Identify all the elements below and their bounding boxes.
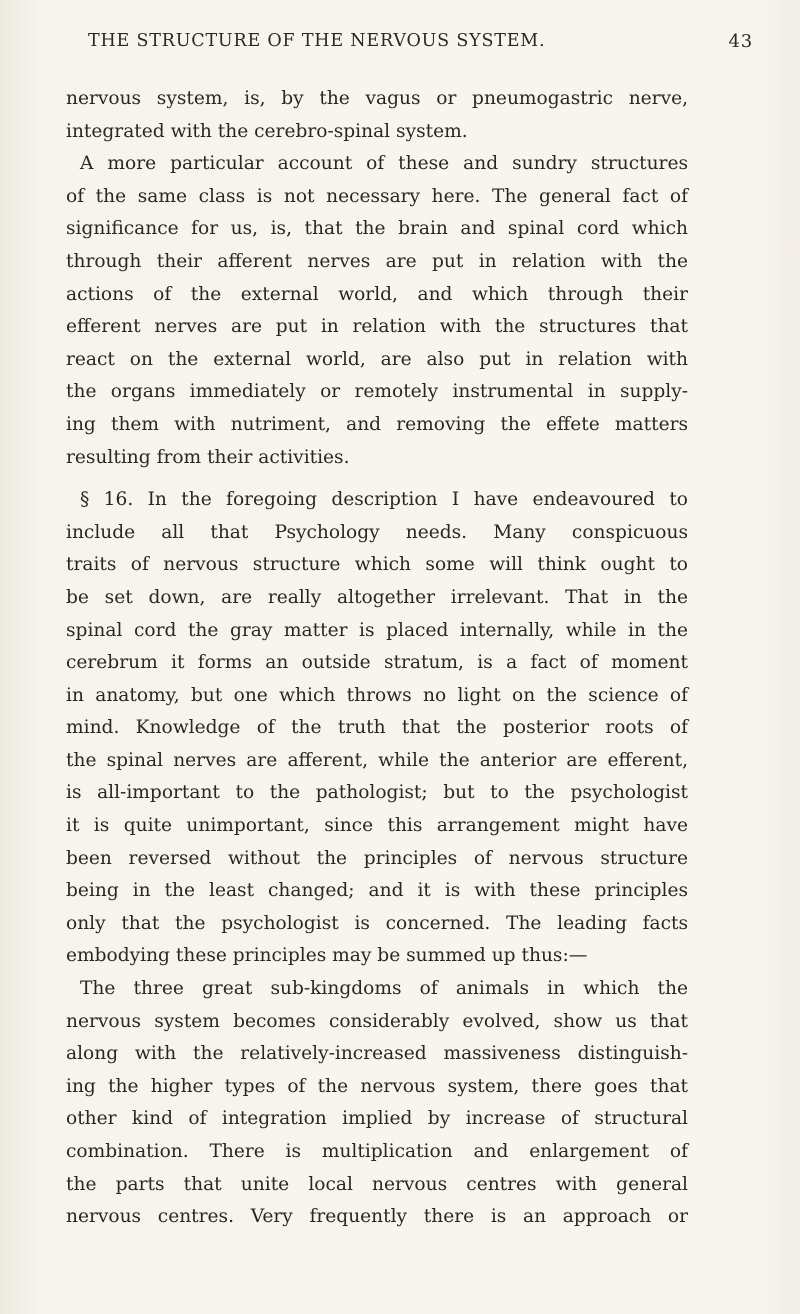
text-line: resulting from their activities.: [66, 446, 350, 468]
text-line: the parts that unite local nervous centres with general: [66, 1173, 688, 1195]
text-line: significance for us, is, that the brain and spinal cord which: [66, 218, 688, 240]
text-line: integrated with the cerebro-spinal system.: [66, 120, 468, 142]
text-line: efferent nerves are put in relation with the structures that: [66, 316, 688, 338]
text-line: embodying these principles may be summed up thus:—: [66, 945, 588, 967]
text-line: be set down, are really altogether irrelevant. That in the: [66, 586, 688, 608]
paragraph-gap: [66, 474, 688, 484]
text-line: spinal cord the gray matter is placed internally, while in the: [66, 619, 688, 641]
paragraph-continuation: [66, 83, 688, 148]
text-line: nervous system, is, by the vagus or pneumogastric nerve,: [66, 88, 688, 109]
text-line: react on the external world, are also put in relation with: [66, 348, 688, 370]
body-text: [66, 83, 688, 1234]
text-line: being in the least changed; and it is with these principles: [66, 880, 688, 902]
text-line: of the same class is not necessary here. The general fact of: [66, 185, 688, 207]
text-line: in anatomy, but one which throws no light on the science of: [66, 684, 688, 706]
text-line: only that the psychologist is concerned. The leading facts: [66, 912, 688, 934]
text-line: through their afferent nerves are put in relation with the: [66, 250, 688, 272]
running-title: THE STRUCTURE OF THE NERVOUS SYSTEM.: [88, 31, 546, 51]
text-line: nervous system becomes considerably evolved, show us that: [66, 1010, 688, 1032]
text-line: the spinal nerves are afferent, while the anterior are efferent,: [66, 749, 688, 771]
text-line: along with the relatively-increased massiveness distinguish-: [66, 1043, 688, 1065]
text-line: actions of the external world, and which through their: [66, 283, 688, 305]
text-line: is all-important to the pathologist; but to the psychologist: [66, 782, 688, 804]
text-line: it is quite unimportant, since this arrangement might have: [66, 815, 688, 837]
text-line: ing them with nutriment, and removing the effete matters: [66, 413, 688, 435]
text-line: the organs immediately or remotely instrumental in supply-: [66, 381, 688, 403]
paragraph-sub-kingdoms: [66, 973, 688, 1234]
text-line: include all that Psychology needs. Many conspicuous: [66, 521, 688, 543]
text-line: ing the higher types of the nervous system, there goes that: [66, 1075, 688, 1097]
text-line: cerebrum it forms an outside stratum, is a fact of moment: [66, 652, 688, 674]
text-line: combination. There is multiplication and enlargement of: [66, 1141, 688, 1162]
paragraph-account: [66, 148, 688, 474]
text-line: A more particular account of these and sundry structures: [80, 153, 688, 175]
text-line: § 16. In the foregoing description I have endeavoured to: [80, 489, 688, 511]
text-line: been reversed without the principles of nervous structure: [66, 847, 688, 869]
text-line: traits of nervous structure which some will think ought to: [66, 554, 688, 576]
page-number: 43: [728, 31, 753, 52]
text-line: other kind of integration implied by increase of structural: [66, 1108, 688, 1130]
text-line: mind. Knowledge of the truth that the posterior roots of: [66, 717, 688, 739]
paragraph-section-16: [66, 484, 688, 973]
text-line: nervous centres. Very frequently there is an approach or: [66, 1206, 688, 1228]
text-line: The three great sub-kingdoms of animals in which the: [80, 978, 688, 1000]
running-head: [88, 31, 753, 61]
